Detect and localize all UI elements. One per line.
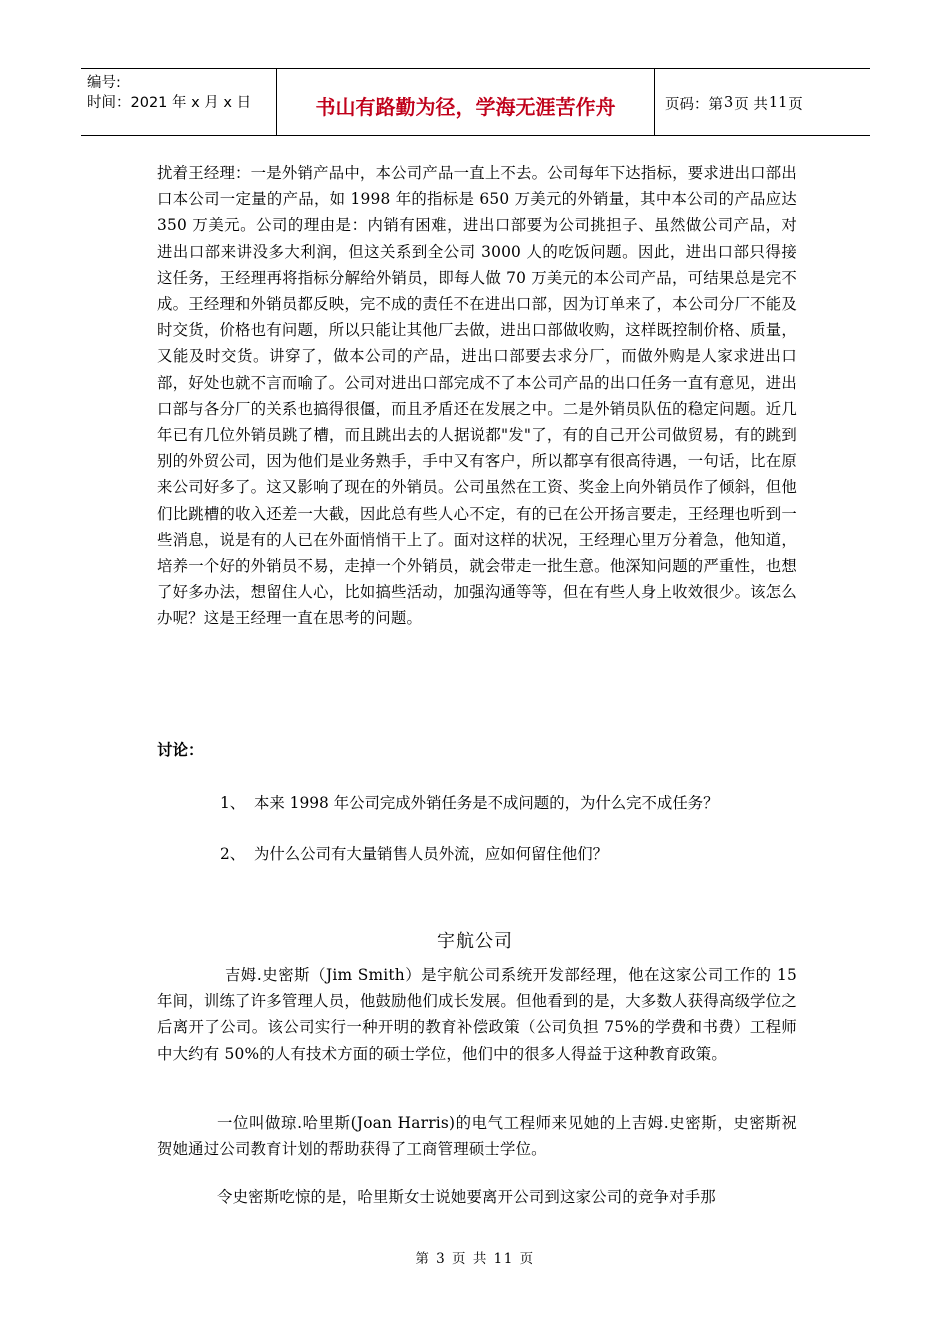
discussion-heading: 讨论：	[157, 741, 204, 759]
page-label-prefix: 页码：第	[665, 96, 723, 113]
question-number: 2、	[220, 845, 246, 863]
header-motto: 书山有路勤为径，学海无涯苦作舟	[277, 69, 655, 135]
page-total: 11	[768, 95, 788, 111]
question-text: 本来 1998 年公司完成外销任务是不成问题的，为什么完不成任务？	[254, 794, 719, 812]
section-paragraph: 一位叫做琼.哈里斯(Joan Harris)的电气工程师来见她的上吉姆.史密斯，史密斯祝贺她通过公司教育计划的帮助获得了工商管理硕士学位。	[157, 1114, 797, 1159]
section-paragraph: 吉姆.史密斯（Jim Smith）是宇航公司系统开发部经理，他在这家公司工作的 15 年间，训练了许多管理人员，他鼓励他们成长发展。但他看到的是，大多数人获得高级学位之后离开了公司。该公司实行一种开明的教育补偿政策（公司负担 75%的学费和书费）工程师中大约有 50%的人有技术方面的硕士学位，他们中的很多人得益于这种教育政策。	[157, 966, 797, 1063]
page-label-suffix: 页	[788, 96, 803, 113]
section-paragraph: 令史密斯吃惊的是，哈里斯女士说她要离开公司到这家公司的竞争对手那	[217, 1188, 716, 1206]
discussion-question	[220, 842, 608, 864]
section-title: 宇航公司	[437, 931, 513, 952]
page-footer: 第 3 页 共 11 页	[415, 1251, 535, 1267]
question-number: 1、	[220, 794, 246, 812]
question-text: 为什么公司有大量销售人员外流，应如何留住他们？	[254, 845, 608, 863]
document-time-label: 时间：2021 年 x 月 x 日	[87, 95, 252, 111]
discussion-question	[220, 791, 719, 813]
case-paragraph: 扰着王经理：一是外销产品中，本公司产品一直上不去。公司每年下达指标，要求进出口部出口本公司一定量的产品，如 1998 年的指标是 650 万美元的外销量，其中本公司的产品应达 350 万美元。公司的理由是：内销有困难，进出口部要为公司挑担子、虽然做公司产品，对进出口部来讲没多大利润，但这关系到全公司 3000 人的吃饭问题。因此，进出口部只得接这任务，王经理再将指标分解给外销员，即每人做 70 万美元的本公司产品，可结果总是完不成。王经理和外销员都反映，完不成的责任不在进出口部，因为订单来了，本公司分厂不能及时交货，价格也有问题，所以只能让其他厂去做，进出口部做收购，这样既控制价格、质量，又能及时交货。讲穿了，做本公司的产品，进出口部要去求分厂，而做外购是人家求进出口部，好处也就不言而喻了。公司对进出口部完成不了本公司产品的出口任务一直有意见，进出口部与各分厂的关系也搞得很僵，而且矛盾还在发展之中。二是外销员队伍的稳定问题。近几年已有几位外销员跳了槽，而且跳出去的人据说都"发"了，有的自己开公司做贸易，有的跳到别的外贸公司，因为他们是业务熟手，手中又有客户，所以都享有很高待遇，一句话，比在原来公司好多了。这又影响了现在的外销员。公司虽然在工资、奖金上向外销员作了倾斜，但他们比跳槽的收入还差一大截，因此总有些人心不定，有的已在公开扬言要走，王经理也听到一些消息，说是有的人已在外面悄悄干上了。面对这样的状况，王经理心里万分着急，他知道，培养一个好的外销员不易，走掉一个外销员，就会带走一批生意。他深知问题的严重性，也想了好多办法，想留住人心，比如搞些活动，加强沟通等等，但在有些人身上收效很少。该怎么办呢？这是王经理一直在思考的问题。	[157, 164, 797, 628]
header-page-number	[655, 69, 870, 135]
page-current: 3	[724, 95, 734, 111]
document-number-label: 编号:	[87, 75, 121, 91]
page-header	[81, 68, 870, 136]
page-label-mid: 页 共	[734, 96, 768, 113]
header-meta	[81, 69, 277, 135]
